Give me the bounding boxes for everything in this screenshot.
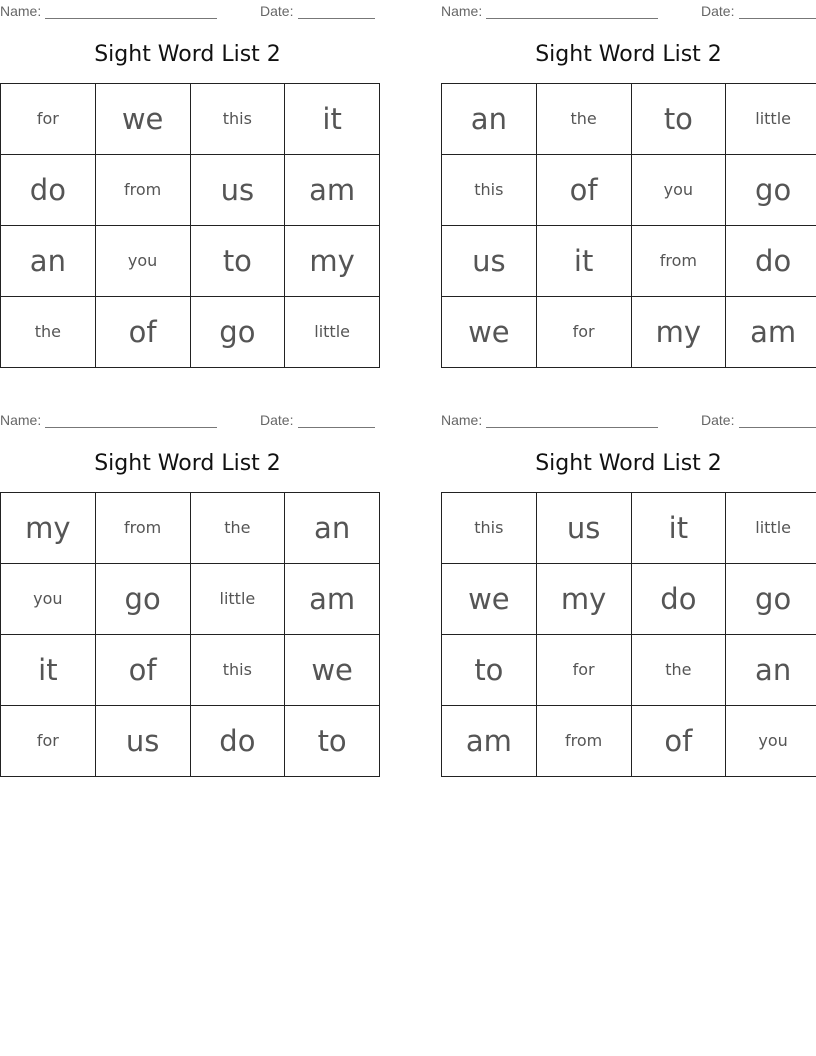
sight-word-grid: [0, 83, 380, 368]
word-cell: us: [190, 155, 285, 226]
word-cell: we: [442, 564, 537, 635]
grid-row: [1, 635, 380, 706]
word-cell: little: [726, 84, 816, 155]
word-cell: us: [442, 226, 537, 297]
word-cell: go: [190, 297, 285, 368]
name-blank-line[interactable]: [486, 18, 658, 19]
word-cell: the: [536, 84, 631, 155]
word-cell: an: [285, 493, 380, 564]
word-cell: am: [285, 564, 380, 635]
grid-row: [442, 226, 816, 297]
grid-row: [442, 297, 816, 368]
word-cell: you: [631, 155, 726, 226]
worksheet-card: [0, 409, 375, 773]
grid-row: [442, 84, 816, 155]
date-label: Date:: [260, 412, 294, 428]
grid-row: [1, 297, 380, 368]
name-blank-line[interactable]: [45, 427, 217, 428]
word-cell: us: [536, 493, 631, 564]
word-cell: you: [95, 226, 190, 297]
grid-row: [1, 706, 380, 777]
word-cell: an: [1, 226, 96, 297]
word-cell: to: [442, 635, 537, 706]
word-cell: am: [726, 297, 816, 368]
word-cell: from: [95, 493, 190, 564]
date-blank-line[interactable]: [298, 427, 375, 428]
word-cell: we: [285, 635, 380, 706]
name-label: Name:: [441, 3, 483, 19]
word-cell: the: [631, 635, 726, 706]
word-cell: it: [285, 84, 380, 155]
word-cell: my: [285, 226, 380, 297]
word-cell: do: [726, 226, 816, 297]
date-blank-line[interactable]: [298, 18, 375, 19]
word-cell: you: [726, 706, 816, 777]
word-cell: of: [95, 635, 190, 706]
word-cell: from: [631, 226, 726, 297]
word-cell: of: [95, 297, 190, 368]
worksheet-card: [441, 409, 816, 773]
grid-row: [442, 564, 816, 635]
word-cell: to: [631, 84, 726, 155]
name-label: Name:: [0, 412, 42, 428]
grid-row: [442, 493, 816, 564]
name-date-header: [441, 412, 816, 428]
word-cell: this: [190, 84, 285, 155]
word-cell: for: [1, 84, 96, 155]
word-cell: an: [726, 635, 816, 706]
grid-row: [1, 564, 380, 635]
grid-row: [442, 635, 816, 706]
word-cell: go: [95, 564, 190, 635]
date-blank-line[interactable]: [739, 427, 816, 428]
grid-row: [442, 155, 816, 226]
name-blank-line[interactable]: [486, 427, 658, 428]
word-cell: for: [536, 297, 631, 368]
name-label: Name:: [441, 412, 483, 428]
name-date-header: [0, 3, 375, 19]
card-title: Sight Word List 2: [535, 42, 722, 67]
word-cell: we: [442, 297, 537, 368]
word-cell: this: [442, 493, 537, 564]
word-cell: am: [442, 706, 537, 777]
word-cell: of: [631, 706, 726, 777]
word-cell: am: [285, 155, 380, 226]
word-cell: you: [1, 564, 96, 635]
word-cell: of: [536, 155, 631, 226]
word-cell: it: [1, 635, 96, 706]
word-cell: an: [442, 84, 537, 155]
word-cell: little: [726, 493, 816, 564]
date-label: Date:: [701, 412, 735, 428]
name-label: Name:: [0, 3, 42, 19]
word-cell: my: [631, 297, 726, 368]
grid-row: [1, 493, 380, 564]
word-cell: do: [1, 155, 96, 226]
word-cell: little: [285, 297, 380, 368]
word-cell: the: [1, 297, 96, 368]
grid-row: [1, 226, 380, 297]
card-title: Sight Word List 2: [535, 451, 722, 476]
grid-row: [1, 155, 380, 226]
worksheet-card: [441, 0, 816, 364]
worksheet-card: [0, 0, 375, 364]
date-label: Date:: [260, 3, 294, 19]
word-cell: us: [95, 706, 190, 777]
word-cell: we: [95, 84, 190, 155]
word-cell: it: [536, 226, 631, 297]
word-cell: from: [536, 706, 631, 777]
word-cell: my: [536, 564, 631, 635]
word-cell: do: [190, 706, 285, 777]
word-cell: go: [726, 155, 816, 226]
word-cell: to: [285, 706, 380, 777]
sight-word-grid: [441, 492, 816, 777]
word-cell: my: [1, 493, 96, 564]
word-cell: little: [190, 564, 285, 635]
sight-word-grid: [0, 492, 380, 777]
word-cell: the: [190, 493, 285, 564]
word-cell: this: [190, 635, 285, 706]
word-cell: this: [442, 155, 537, 226]
word-cell: go: [726, 564, 816, 635]
word-cell: for: [1, 706, 96, 777]
date-blank-line[interactable]: [739, 18, 816, 19]
card-title: Sight Word List 2: [94, 451, 281, 476]
word-cell: it: [631, 493, 726, 564]
date-label: Date:: [701, 3, 735, 19]
grid-row: [1, 84, 380, 155]
name-date-header: [0, 412, 375, 428]
card-title: Sight Word List 2: [94, 42, 281, 67]
sight-word-grid: [441, 83, 816, 368]
name-date-header: [441, 3, 816, 19]
word-cell: to: [190, 226, 285, 297]
word-cell: from: [95, 155, 190, 226]
word-cell: for: [536, 635, 631, 706]
name-blank-line[interactable]: [45, 18, 217, 19]
word-cell: do: [631, 564, 726, 635]
grid-row: [442, 706, 816, 777]
